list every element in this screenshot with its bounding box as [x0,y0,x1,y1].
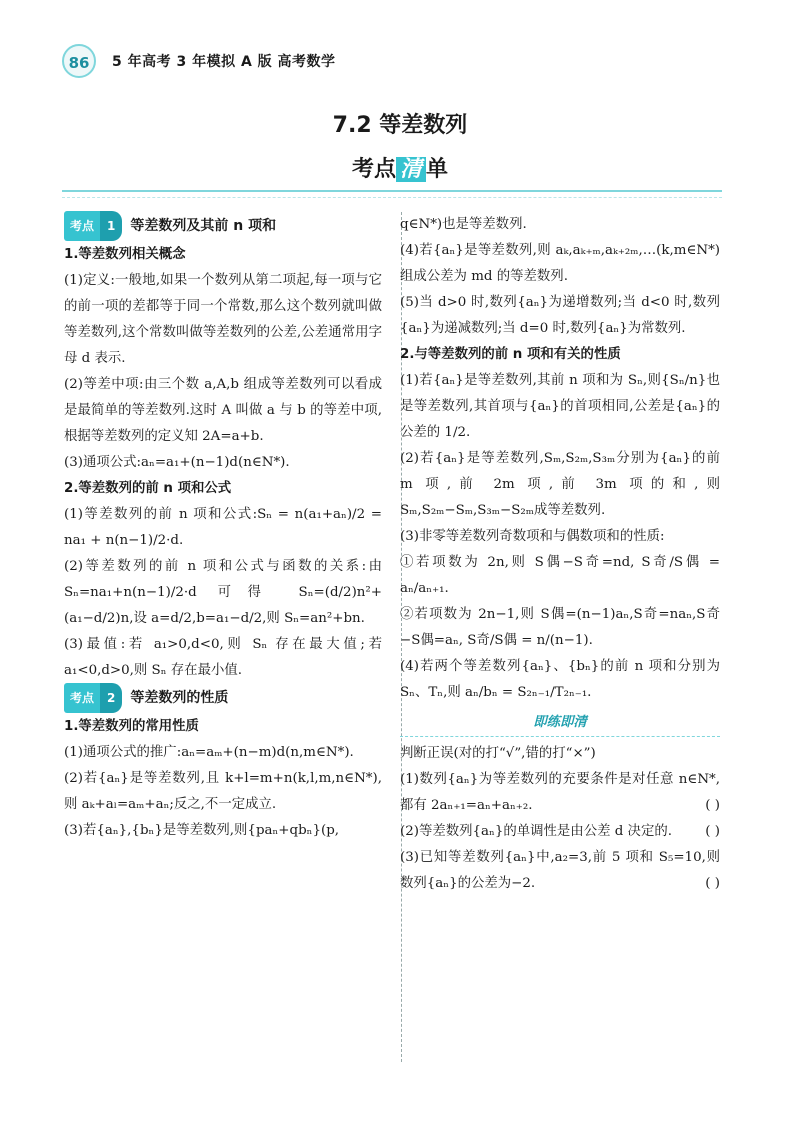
right-column [400,212,720,897]
question-text: (2)等差数列{aₙ}的单调性是由公差 d 决定的. [400,824,672,839]
paragraph: q∈N*)也是等差数列. [400,217,527,232]
subsection-heading: 2.与等差数列的前 n 项和有关的性质 [400,347,621,362]
practice-heading: 即练即清 [400,710,720,737]
kaodian-title: 等差数列的性质 [130,690,229,706]
paragraph: (3)最值:若 a₁>0,d<0,则 Sₙ 存在最大值;若 a₁<0,d>0,则 Sₙ 存在最小值. [64,637,382,678]
paragraph: (1)通项公式的推广:aₙ=aₘ+(n−m)d(n,m∈N*). [64,745,354,760]
paragraph: (3)通项公式:aₙ=a₁+(n−1)d(n∈N*). [64,455,290,470]
banner-rule [62,190,722,192]
banner-rule-dashed [62,197,722,198]
paragraph: (2)若{aₙ}是等差数列,且 k+l=m+n(k,l,m,n∈N*),则 aₖ+aₗ=aₘ+aₙ;反之,不一定成立. [64,771,382,812]
section-title: 7.2 等差数列 [332,113,468,138]
section-banner [0,152,800,183]
kaodian-title: 等差数列及其前 n 项和 [130,218,277,234]
page-number: 86 [62,44,96,78]
paragraph: (5)当 d>0 时,数列{aₙ}为递增数列;当 d<0 时,数列{aₙ}为递减数列;当 d=0 时,数列{aₙ}为常数列. [400,295,720,336]
paragraph: (2)等差数列的前 n 项和公式与函数的关系:由 Sₙ=na₁+n(n−1)/2·d 可得 Sₙ=(d/2)n²+(a₁−d/2)n,设 a=d/2,b=a₁−d/2,则 Sₙ=an²+bn. [64,559,382,626]
paragraph: (1)定义:一般地,如果一个数列从第二项起,每一项与它的前一项的差都等于同一个常数,那么这个数列就叫做等差数列,这个常数叫做等差数列的公差,公差通常用字母 d 表示. [64,273,382,366]
true-false-question [400,845,720,897]
banner-pre: 考点 [351,157,396,182]
paragraph: ①若项数为 2n,则 S偶−S奇=nd, S奇/S偶 = aₙ/aₙ₊₁. [400,555,720,596]
left-column [64,212,382,844]
answer-blank: ( ) [705,876,720,891]
paragraph: (3)若{aₙ},{bₙ}是等差数列,则{paₙ+qbₙ}(p, [64,823,340,838]
answer-blank: ( ) [705,824,720,839]
kaodian-number: 2 [100,683,122,713]
kaodian-tag: 考点 [64,211,100,241]
kaodian-heading [64,212,382,240]
question-text: (1)数列{aₙ}为等差数列的充要条件是对任意 n∈N*,都有 2aₙ₊₁=aₙ+aₙ₊₂. [400,772,720,813]
paragraph: (2)若{aₙ}是等差数列,Sₘ,S₂ₘ,S₃ₘ分别为{aₙ}的前 m 项,前 2m 项,前 3m 项的和,则 Sₘ,S₂ₘ−Sₘ,S₃ₘ−S₂ₘ成等差数列. [400,451,720,518]
book-title: 5 年高考 3 年模拟 A 版 高考数学 [112,54,336,70]
paragraph: ②若项数为 2n−1,则 S偶=(n−1)aₙ,S奇=naₙ,S奇−S偶=aₙ, S奇/S偶 = n/(n−1). [400,607,720,648]
true-false-question [400,767,720,819]
paragraph: 判断正误(对的打“√”,错的打“×”) [400,746,596,761]
paragraph: (1)等差数列的前 n 项和公式:Sₙ = n(a₁+aₙ)/2 = na₁ + n(n−1)/2·d. [64,507,382,548]
paragraph: (1)若{aₙ}是等差数列,其前 n 项和为 Sₙ,则{Sₙ/n}也是等差数列,其首项与{aₙ}的首项相同,公差是{aₙ}的公差的 1/2. [400,373,720,440]
paragraph: (3)非零等差数列奇数项和与偶数项和的性质: [400,529,665,544]
kaodian-number: 1 [100,211,122,241]
subsection-heading: 2.等差数列的前 n 项和公式 [64,481,232,496]
kaodian-heading [64,684,382,712]
paragraph: (4)若{aₙ}是等差数列,则 aₖ,aₖ₊ₘ,aₖ₊₂ₘ,…(k,m∈N*)组成公差为 md 的等差数列. [400,243,720,284]
banner-highlight: 清 [396,157,426,182]
banner-post: 单 [426,157,449,182]
true-false-question [400,819,720,845]
paragraph: (2)等差中项:由三个数 a,A,b 组成等差数列可以看成是最简单的等差数列.这时 A 叫做 a 与 b 的等差中项,根据等差数列的定义知 2A=a+b. [64,377,382,444]
subsection-heading: 1.等差数列相关概念 [64,247,186,262]
question-text: (3)已知等差数列{aₙ}中,a₂=3,前 5 项和 S₅=10,则数列{aₙ}的公差为−2. [400,850,720,891]
kaodian-tag: 考点 [64,683,100,713]
answer-blank: ( ) [705,798,720,813]
paragraph: (4)若两个等差数列{aₙ}、{bₙ}的前 n 项和分别为 Sₙ、Tₙ,则 aₙ/bₙ = S₂ₙ₋₁/T₂ₙ₋₁. [400,659,720,700]
subsection-heading: 1.等差数列的常用性质 [64,719,199,734]
